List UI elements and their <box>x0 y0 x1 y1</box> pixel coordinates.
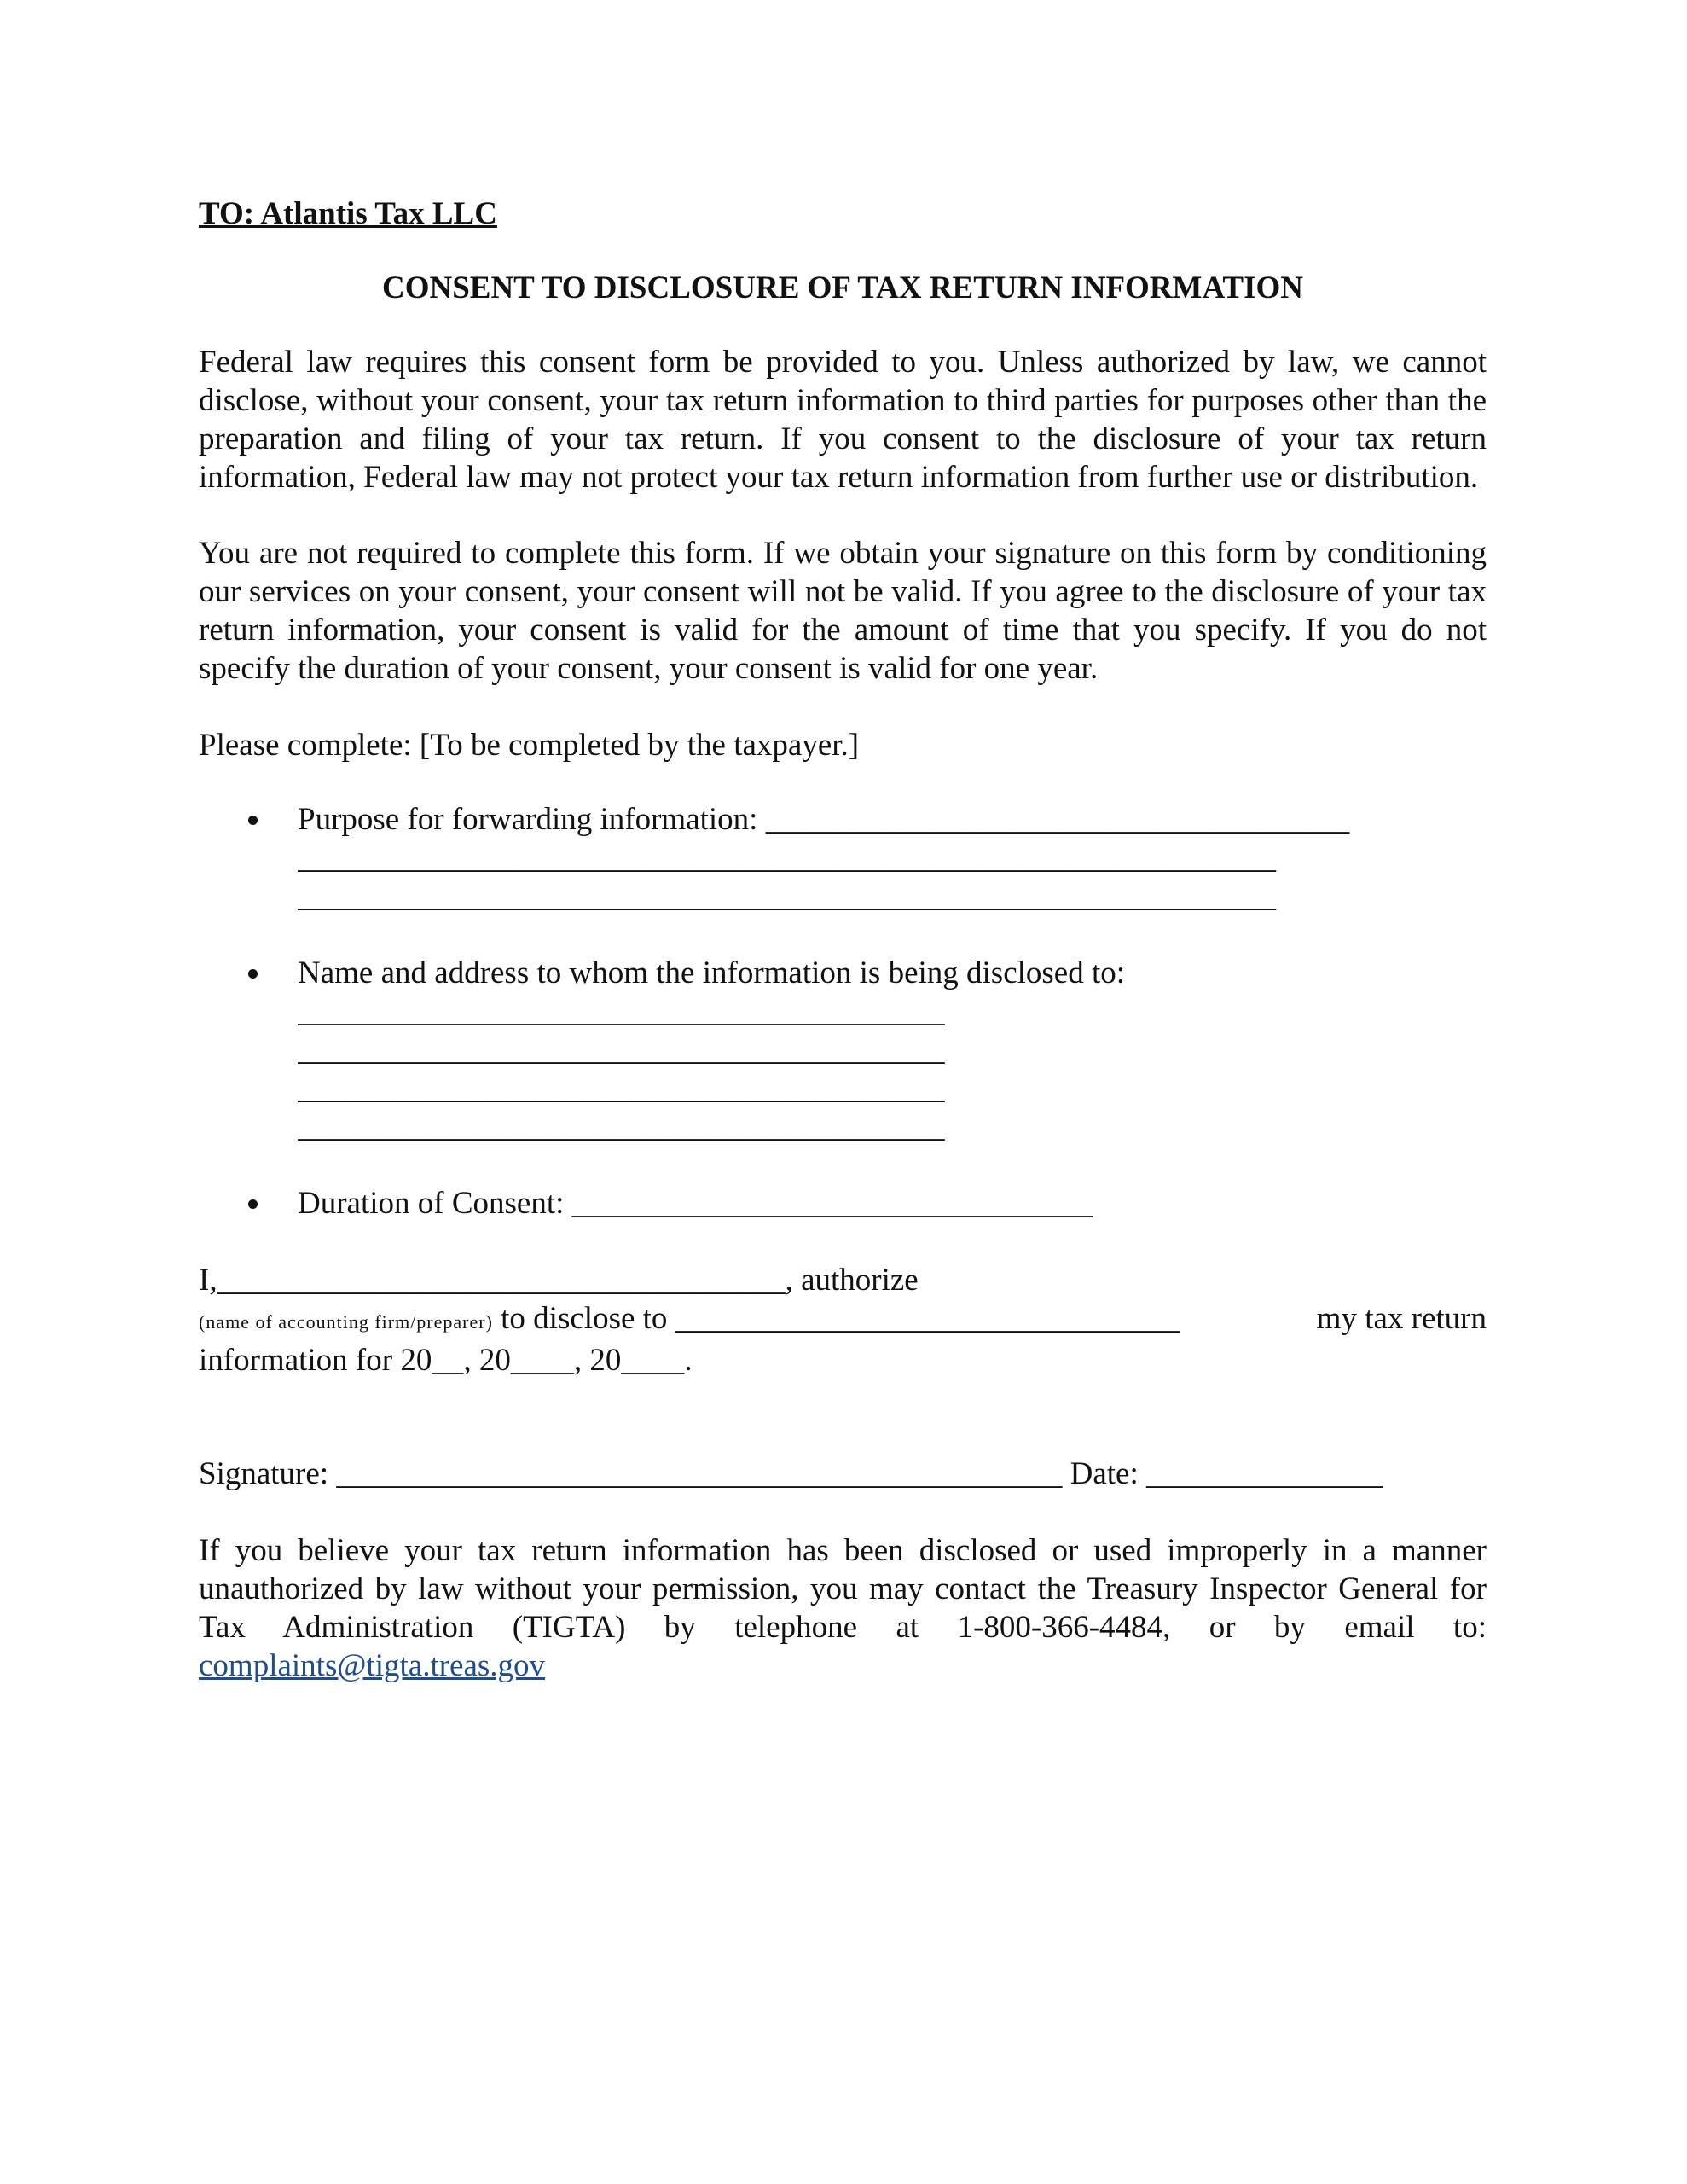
recipient-blank-line[interactable]: _________________________________________ <box>298 1109 945 1144</box>
consent-terms-paragraph: You are not required to complete this form. If we obtain your signature on this form by conditioning our services on your consent, your consent will not be valid. If you agree to the disclosure of your tax return information, your consent is valid for the amount of time that you specify. If you do not specify the duration of your consent, your consent is valid for one year. <box>199 536 1487 686</box>
bullet-dot-icon <box>248 969 258 979</box>
to-disclose-text: to disclose to <box>492 1301 675 1336</box>
tax-years-line[interactable]: information for 20__, 20____, 20____. <box>199 1343 693 1378</box>
duration-label: Duration of Consent: <box>298 1186 565 1221</box>
firm-note: (name of accounting firm/preparer) <box>199 1311 493 1333</box>
duration-bullet <box>199 1184 1487 1223</box>
consent-form-page <box>199 195 1487 1716</box>
intro-paragraph: Federal law requires this consent form be provided to you. Unless authorized by law, we cannot disclose, without your consent, your tax return information to third parties for purposes other than the preparation and filing of your tax return. If you consent to the disclosure of your tax return information, Federal law may not protect your tax return information from further use or distribution. <box>199 345 1487 495</box>
tigta-contact-paragraph <box>199 1531 1487 1685</box>
recipient-blank-line[interactable]: _________________________________________ <box>298 1032 945 1067</box>
purpose-bullet <box>199 800 1487 915</box>
duration-blank-field[interactable]: _________________________________ <box>571 1186 1093 1221</box>
signature-label: Signature: <box>199 1456 329 1491</box>
date-label: Date: <box>1070 1456 1139 1491</box>
recipient-label: Name and address to whom the information is being disclosed to: <box>298 956 1126 990</box>
authorization-block <box>199 1261 1487 1380</box>
date-blank-field[interactable]: _______________ <box>1145 1456 1383 1491</box>
purpose-blank-field[interactable]: _____________________________________ <box>765 802 1350 837</box>
recipient-blank-line[interactable]: _________________________________________ <box>298 1071 945 1106</box>
authorization-prefix: I, <box>199 1263 217 1298</box>
purpose-blank-line[interactable]: ______________________________________________________________ <box>298 840 1276 875</box>
authorize-text: , authorize <box>785 1263 919 1298</box>
bullet-dot-icon <box>248 1199 258 1209</box>
my-tax-return-text: my tax return <box>1316 1301 1487 1336</box>
addressee-line: TO: Atlantis Tax LLC <box>199 196 497 231</box>
signature-row <box>199 1455 1487 1493</box>
signature-blank-field[interactable]: ______________________________________________ <box>336 1456 1063 1491</box>
tigta-contact-text: If you believe your tax return information has been disclosed or used improperly in a manner unauthorized by law without your permission, you may contact the Treasury Inspector General for Tax Administration (TIGTA) by telephone at 1-800-366-4484, or by email to: <box>199 1533 1487 1645</box>
taxpayer-name-blank[interactable]: ____________________________________ <box>217 1263 786 1298</box>
form-title: CONSENT TO DISCLOSURE OF TAX RETURN INFORMATION <box>381 270 1304 305</box>
purpose-blank-line[interactable]: ______________________________________________________________ <box>298 879 1276 914</box>
recipient-blank-field[interactable]: ________________________________ <box>675 1301 1180 1336</box>
recipient-blank-line[interactable]: _________________________________________ <box>298 994 945 1029</box>
completion-prompt: Please complete: [To be completed by the taxpayer.] <box>199 728 860 763</box>
tigta-email-link[interactable]: complaints@tigta.treas.gov <box>199 1648 546 1683</box>
purpose-label: Purpose for forwarding information: <box>298 802 758 837</box>
recipient-bullet <box>199 954 1487 1146</box>
bullet-dot-icon <box>248 816 258 825</box>
